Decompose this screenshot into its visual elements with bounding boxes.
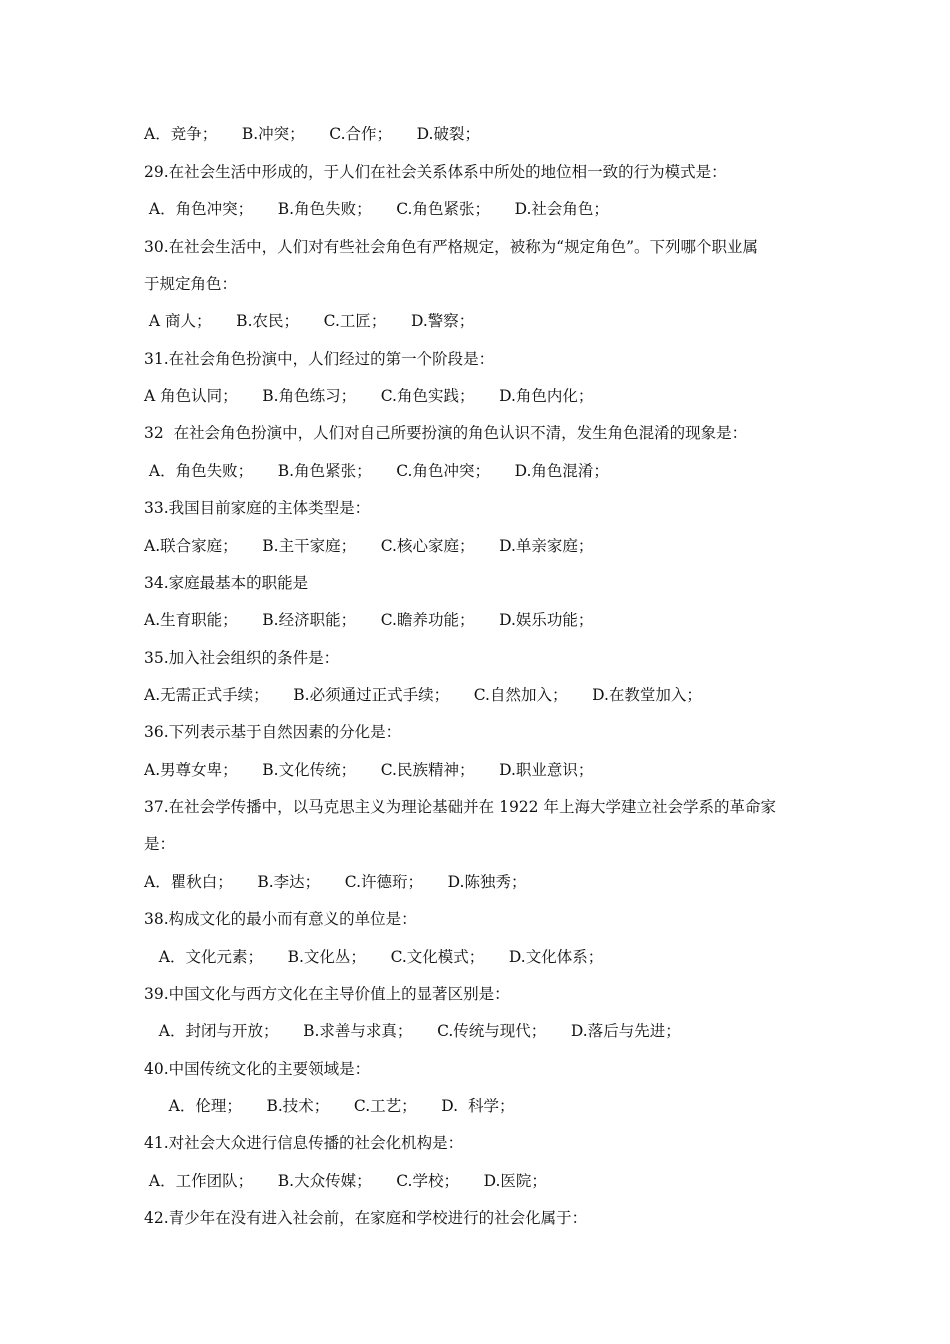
answer-options-32: A．角色失败； B.角色紧张； C.角色冲突； D.角色混淆； [144, 462, 609, 480]
question-41: 41.对社会大众进行信息传播的社会化机构是： [144, 1134, 464, 1152]
answer-options-34: A.生育职能； B.经济职能； C.瞻养功能； D.娱乐功能； [144, 611, 594, 629]
answer-options-31: A 角色认同； B.角色练习； C.角色实践； D.角色内化； [144, 387, 594, 405]
question-37-line-1: 37.在社会学传播中，以马克思主义为理论基础并在 1922 年上海大学建立社会学系的革命家 [144, 798, 776, 816]
question-35: 35.加入社会组织的条件是： [144, 649, 340, 667]
answer-options-38: A．文化元素； B.文化丛； C.文化模式； D.文化体系； [144, 948, 604, 966]
question-31: 31.在社会角色扮演中，人们经过的第一个阶段是： [144, 350, 495, 368]
answer-options-30: A 商人； B.农民； C.工匠； D.警察； [144, 312, 475, 330]
question-30-line-1: 30.在社会生活中，人们对有些社会角色有严格规定，被称为“规定角色”。下列哪个职业属 [144, 238, 759, 256]
question-40: 40.中国传统文化的主要领域是： [144, 1060, 371, 1078]
answer-options-37: A．瞿秋白； B.李达； C.许德珩； D.陈独秀； [144, 873, 527, 891]
answer-options-29: A．角色冲突； B.角色失败； C.角色紧张； D.社会角色； [144, 200, 609, 218]
question-37-line-2: 是： [144, 835, 176, 853]
answer-options-28: A．竞争； B.冲突； C.合作； D.破裂； [144, 125, 480, 143]
answer-options-35: A.无需正式手续； B.必须通过正式手续； C.自然加入； D.在教堂加入； [144, 686, 702, 704]
question-32: 32 在社会角色扮演中，人们对自己所要扮演的角色认识不清，发生角色混淆的现象是： [144, 424, 748, 442]
question-33: 33.我国目前家庭的主体类型是： [144, 499, 371, 517]
question-38: 38.构成文化的最小而有意义的单位是： [144, 910, 417, 928]
question-30-line-2: 于规定角色： [144, 275, 238, 293]
answer-options-39: A．封闭与开放； B.求善与求真； C.传统与现代； D.落后与先进； [144, 1022, 681, 1040]
answer-options-36: A.男尊女卑； B.文化传统； C.民族精神； D.职业意识； [144, 761, 594, 779]
question-42: 42.青少年在没有进入社会前，在家庭和学校进行的社会化属于： [144, 1209, 588, 1227]
answer-options-40: A．伦理； B.技术； C.工艺； D. 科学； [144, 1097, 515, 1115]
answer-options-33: A.联合家庭； B.主干家庭； C.核心家庭； D.单亲家庭； [144, 537, 594, 555]
question-36: 36.下列表示基于自然因素的分化是： [144, 723, 402, 741]
question-39: 39.中国文化与西方文化在主导价值上的显著区别是： [144, 985, 510, 1003]
answer-options-41: A．工作团队； B.大众传媒； C.学校； D.医院； [144, 1172, 547, 1190]
question-34: 34.家庭最基本的职能是 [144, 574, 309, 592]
question-29: 29.在社会生活中形成的，于人们在社会关系体系中所处的地位相一致的行为模式是： [144, 163, 727, 181]
